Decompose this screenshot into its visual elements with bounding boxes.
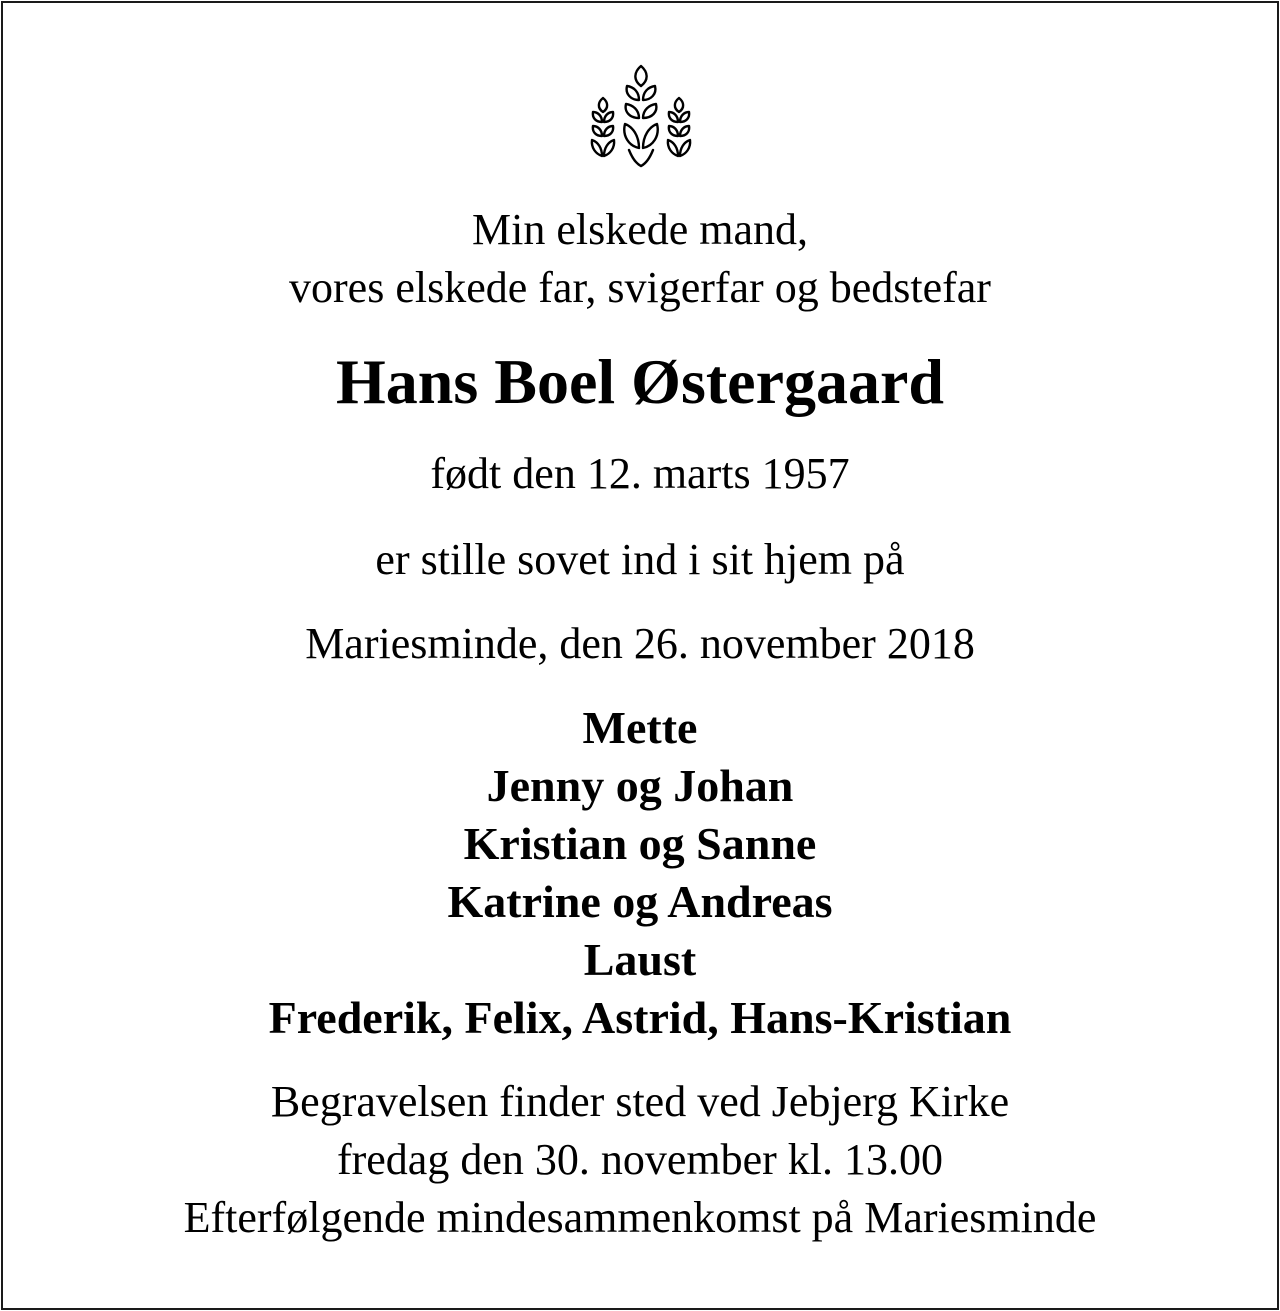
family-member: Jenny og Johan	[486, 760, 794, 811]
funeral-line-2: fredag den 30. november kl. 13.00	[336, 1135, 944, 1184]
birth-date: født den 12. marts 1957	[430, 449, 850, 498]
family-member: Kristian og Sanne	[463, 818, 817, 869]
family-member: Mette	[582, 702, 698, 753]
intro-line-2: vores elskede far, svigerfar og bedstefar	[289, 263, 991, 312]
intro-line-1: Min elskede mand,	[471, 205, 809, 254]
passing-line-2: Mariesminde, den 26. november 2018	[305, 619, 975, 668]
deceased-name: Hans Boel Østergaard	[336, 346, 944, 417]
funeral-line-1: Begravelsen finder sted ved Jebjerg Kirke	[270, 1077, 1010, 1126]
family-member: Katrine og Andreas	[447, 876, 833, 927]
wheat-ears-icon	[585, 60, 697, 170]
family-member: Laust	[583, 934, 697, 985]
funeral-line-3: Efterfølgende mindesammenkomst på Mariesminde	[183, 1193, 1097, 1242]
passing-line-1: er stille sovet ind i sit hjem på	[375, 535, 905, 584]
family-member: Frederik, Felix, Astrid, Hans-Kristian	[268, 992, 1012, 1043]
